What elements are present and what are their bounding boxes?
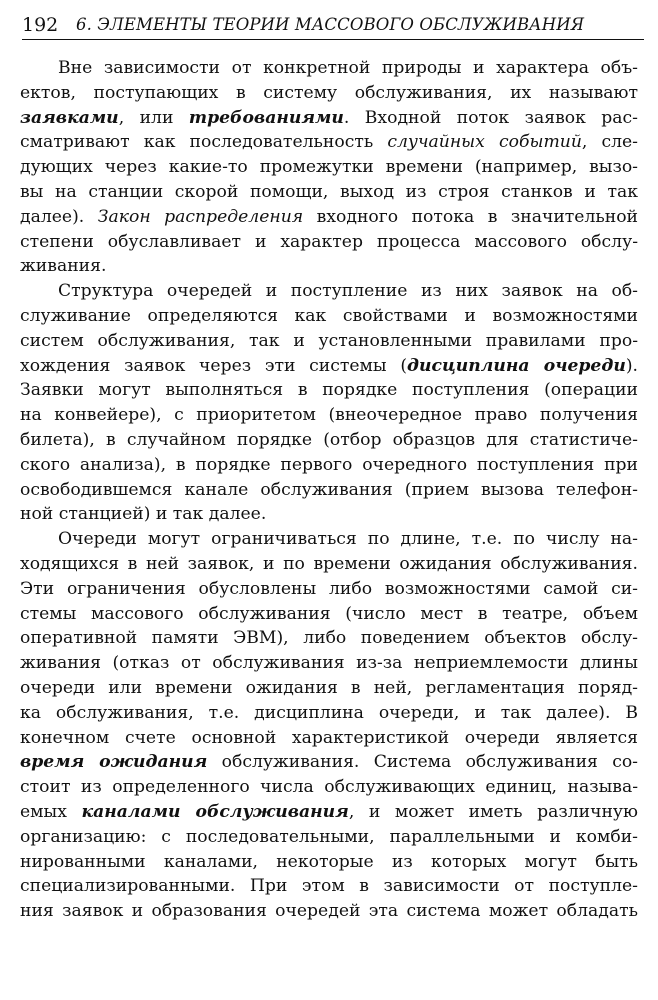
text-line	[20, 205, 638, 230]
text-line	[20, 577, 638, 602]
text-line	[20, 329, 638, 354]
text-run: вы на станции скорой помощи, выход из строя станков и так	[20, 181, 638, 202]
emphasized-term: время ожидания	[20, 752, 208, 773]
text-line	[20, 800, 638, 825]
text-line	[20, 304, 638, 329]
paragraph	[20, 56, 638, 279]
text-run: организацию: с последовательными, параллельными и комби-	[20, 826, 638, 847]
text-line	[20, 230, 638, 255]
text-line	[20, 502, 638, 527]
text-line	[20, 428, 638, 453]
text-line	[20, 651, 638, 676]
text-line	[20, 254, 638, 279]
text-run: Вне зависимости от конкретной природы и характера объ-	[58, 58, 638, 78]
text-line	[20, 527, 638, 552]
text-run: освободившемся канале обслуживания (прием вызова телефон-	[20, 479, 638, 500]
text-line	[20, 56, 638, 81]
text-line	[20, 403, 638, 428]
text-run: Структура очередей и поступление из них заявок на об-	[58, 281, 638, 302]
emphasized-term: дисциплина очереди	[407, 355, 626, 376]
text-line	[20, 874, 638, 899]
text-run: ского анализа), в порядке первого очередного поступления при	[20, 454, 638, 475]
text-line	[20, 850, 638, 875]
text-run: систем обслуживания, так и установленными правилами про-	[20, 330, 638, 351]
text-run: сматривают как последовательность	[20, 132, 388, 153]
text-line	[20, 602, 638, 627]
text-run: конечном счете основной характеристикой очереди является	[20, 727, 638, 748]
text-run: , или	[118, 107, 189, 128]
text-run: емых	[20, 801, 82, 822]
text-run: на конвейере), с приоритетом (внеочередное право получения	[20, 405, 638, 426]
text-line	[20, 180, 638, 205]
text-line	[20, 626, 638, 651]
text-run: степени обуславливает и характер процесса массового обслу-	[20, 231, 638, 252]
text-line	[20, 775, 638, 800]
text-line	[20, 155, 638, 180]
text-run: ).	[625, 355, 638, 376]
emphasized-term: каналами обслуживания	[81, 801, 349, 822]
text-line	[20, 701, 638, 726]
text-line	[20, 378, 638, 403]
text-run: ходящихся в ней заявок, и по времени ожидания обслуживания.	[20, 553, 638, 574]
text-run: стоит из определенного числа обслуживающих единиц, называ-	[20, 777, 638, 798]
text-run: служивание определяются как свойствами и возможностями	[20, 305, 638, 326]
text-run: хождения заявок через эти системы (	[20, 355, 408, 376]
text-run: живания.	[20, 256, 107, 277]
text-run: билета), в случайном порядке (отбор образцов для статистиче-	[20, 429, 638, 450]
text-run: живания (отказ от обслуживания из-за неприемлемости длины	[20, 653, 638, 674]
text-run: далее).	[20, 206, 98, 227]
text-run: специализированными. При этом в зависимости от поступле-	[20, 876, 638, 897]
text-run: Очереди могут ограничиваться по длине, т.е. по числу на-	[58, 529, 638, 550]
emphasized-term: случайных событий	[387, 132, 582, 153]
text-run: стемы массового обслуживания (число мест в театре, объем	[20, 603, 638, 624]
text-line	[20, 750, 638, 775]
text-line	[20, 354, 638, 379]
text-line	[20, 726, 638, 751]
text-run: ка обслуживания, т.е. дисциплина очереди, и так далее). В	[20, 702, 638, 723]
text-run: ния заявок и образования очередей эта система может обладать	[20, 901, 638, 922]
emphasized-term: требованиями	[188, 107, 344, 128]
text-run: ектов, поступающих в систему обслуживания, их называют	[20, 82, 638, 103]
paragraph	[20, 527, 638, 924]
text-line	[20, 478, 638, 503]
text-run: Эти ограничения обусловлены либо возможностями самой си-	[20, 578, 638, 599]
text-line	[20, 130, 638, 155]
text-line	[20, 552, 638, 577]
text-run: нированными каналами, некоторые из которых могут быть	[20, 851, 638, 872]
paragraph	[20, 279, 638, 527]
body-text	[20, 56, 638, 924]
text-line	[20, 81, 638, 106]
text-run: Заявки могут выполняться в порядке поступления (операции	[20, 380, 638, 401]
text-line	[20, 825, 638, 850]
page-header	[22, 12, 644, 40]
emphasized-term: Закон распределения	[97, 206, 304, 227]
text-line	[20, 453, 638, 478]
text-run: обслуживания. Система обслуживания со-	[207, 752, 638, 773]
text-run: очереди или времени ожидания в ней, регламентация поряд-	[20, 677, 638, 698]
emphasized-term: заявками	[20, 107, 119, 128]
text-line	[20, 899, 638, 924]
running-title: 6. ЭЛЕМЕНТЫ ТЕОРИИ МАССОВОГО ОБСЛУЖИВАНИЯ	[76, 15, 585, 34]
text-run: , и может иметь различную	[348, 801, 638, 822]
text-run: , сле-	[581, 132, 638, 153]
text-run: оперативной памяти ЭВМ), либо поведением объектов обслу-	[20, 628, 638, 649]
text-run: ной станцией) и так далее.	[20, 504, 267, 525]
text-run: . Входной поток заявок рас-	[343, 107, 638, 128]
text-line	[20, 279, 638, 304]
text-run: дующих через какие-то промежутки времени (например, вызо-	[20, 157, 638, 178]
text-line	[20, 676, 638, 701]
text-run: входного потока в значительной	[303, 206, 638, 227]
text-line	[20, 106, 638, 131]
page-number: 192	[22, 14, 59, 36]
